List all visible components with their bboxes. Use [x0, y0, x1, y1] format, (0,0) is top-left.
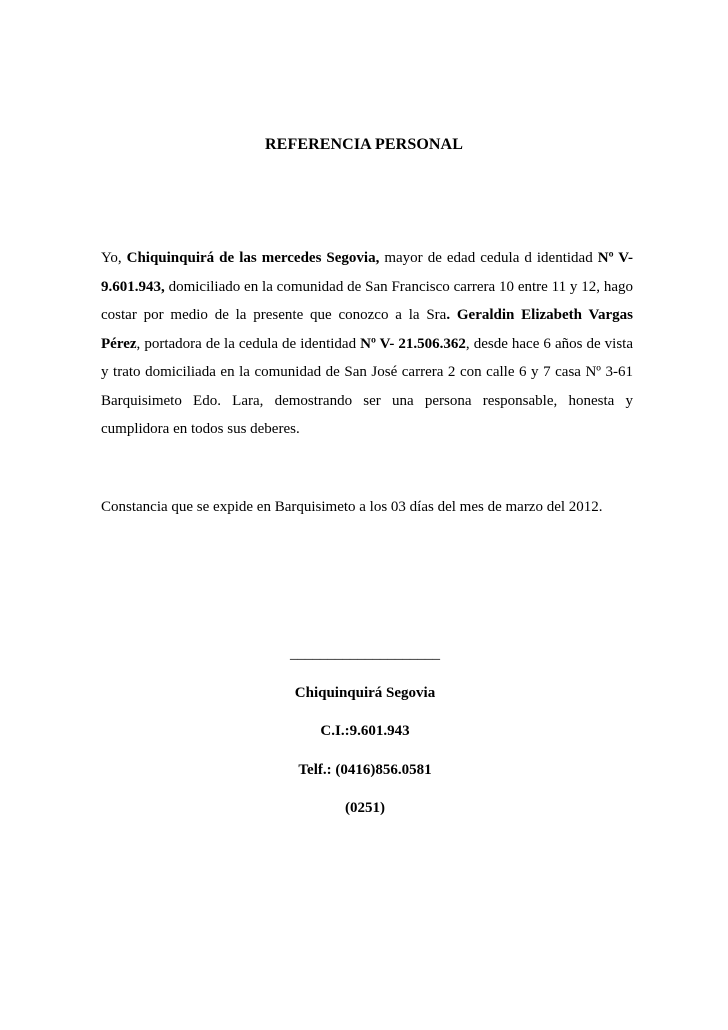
referee-name: Chiquinquirá de las mercedes Segovia,	[126, 250, 380, 266]
signature-area-code: (0251)	[345, 800, 385, 816]
signature-phone: Telf.: (0416)856.0581	[298, 762, 432, 778]
signature-name: Chiquinquirá Segovia	[294, 685, 436, 701]
signature-ci: C.I.:9.601.943	[320, 723, 410, 739]
body-text-1: Yo,	[101, 250, 127, 266]
body-text-5: , desde hace 6 años de vista y trato domiciliada en la comunidad de San José carrera 2 con calle 6 y 7 casa Nº 3-61 Barquisimeto Edo. Lara, demostrando ser una persona responsable, honesta y cumplidora en todos sus deberes.	[101, 335, 633, 437]
document-title: REFERENCIA PERSONAL	[265, 136, 463, 153]
referenced-id: Nº V- 21.506.362	[360, 335, 466, 352]
body-text-3: domiciliado en la comunidad de San Francisco carrera 10 entre 11 y 12, hago costar por medio de la presente que conozco a la Sra	[101, 278, 633, 323]
body-paragraph	[101, 244, 633, 444]
body-text-2: mayor de edad cedula d identidad	[379, 250, 598, 266]
referenced-name: . Geraldin Elizabeth Vargas Pérez	[101, 307, 633, 352]
signature-line: ____________________	[290, 646, 440, 662]
referee-id: Nº V-9.601.943,	[101, 250, 633, 295]
closing-statement: Constancia que se expide en Barquisimeto a los 03 días del mes de marzo del 2012.	[101, 499, 603, 515]
body-text-4: , portadora de la cedula de identidad	[136, 335, 361, 352]
